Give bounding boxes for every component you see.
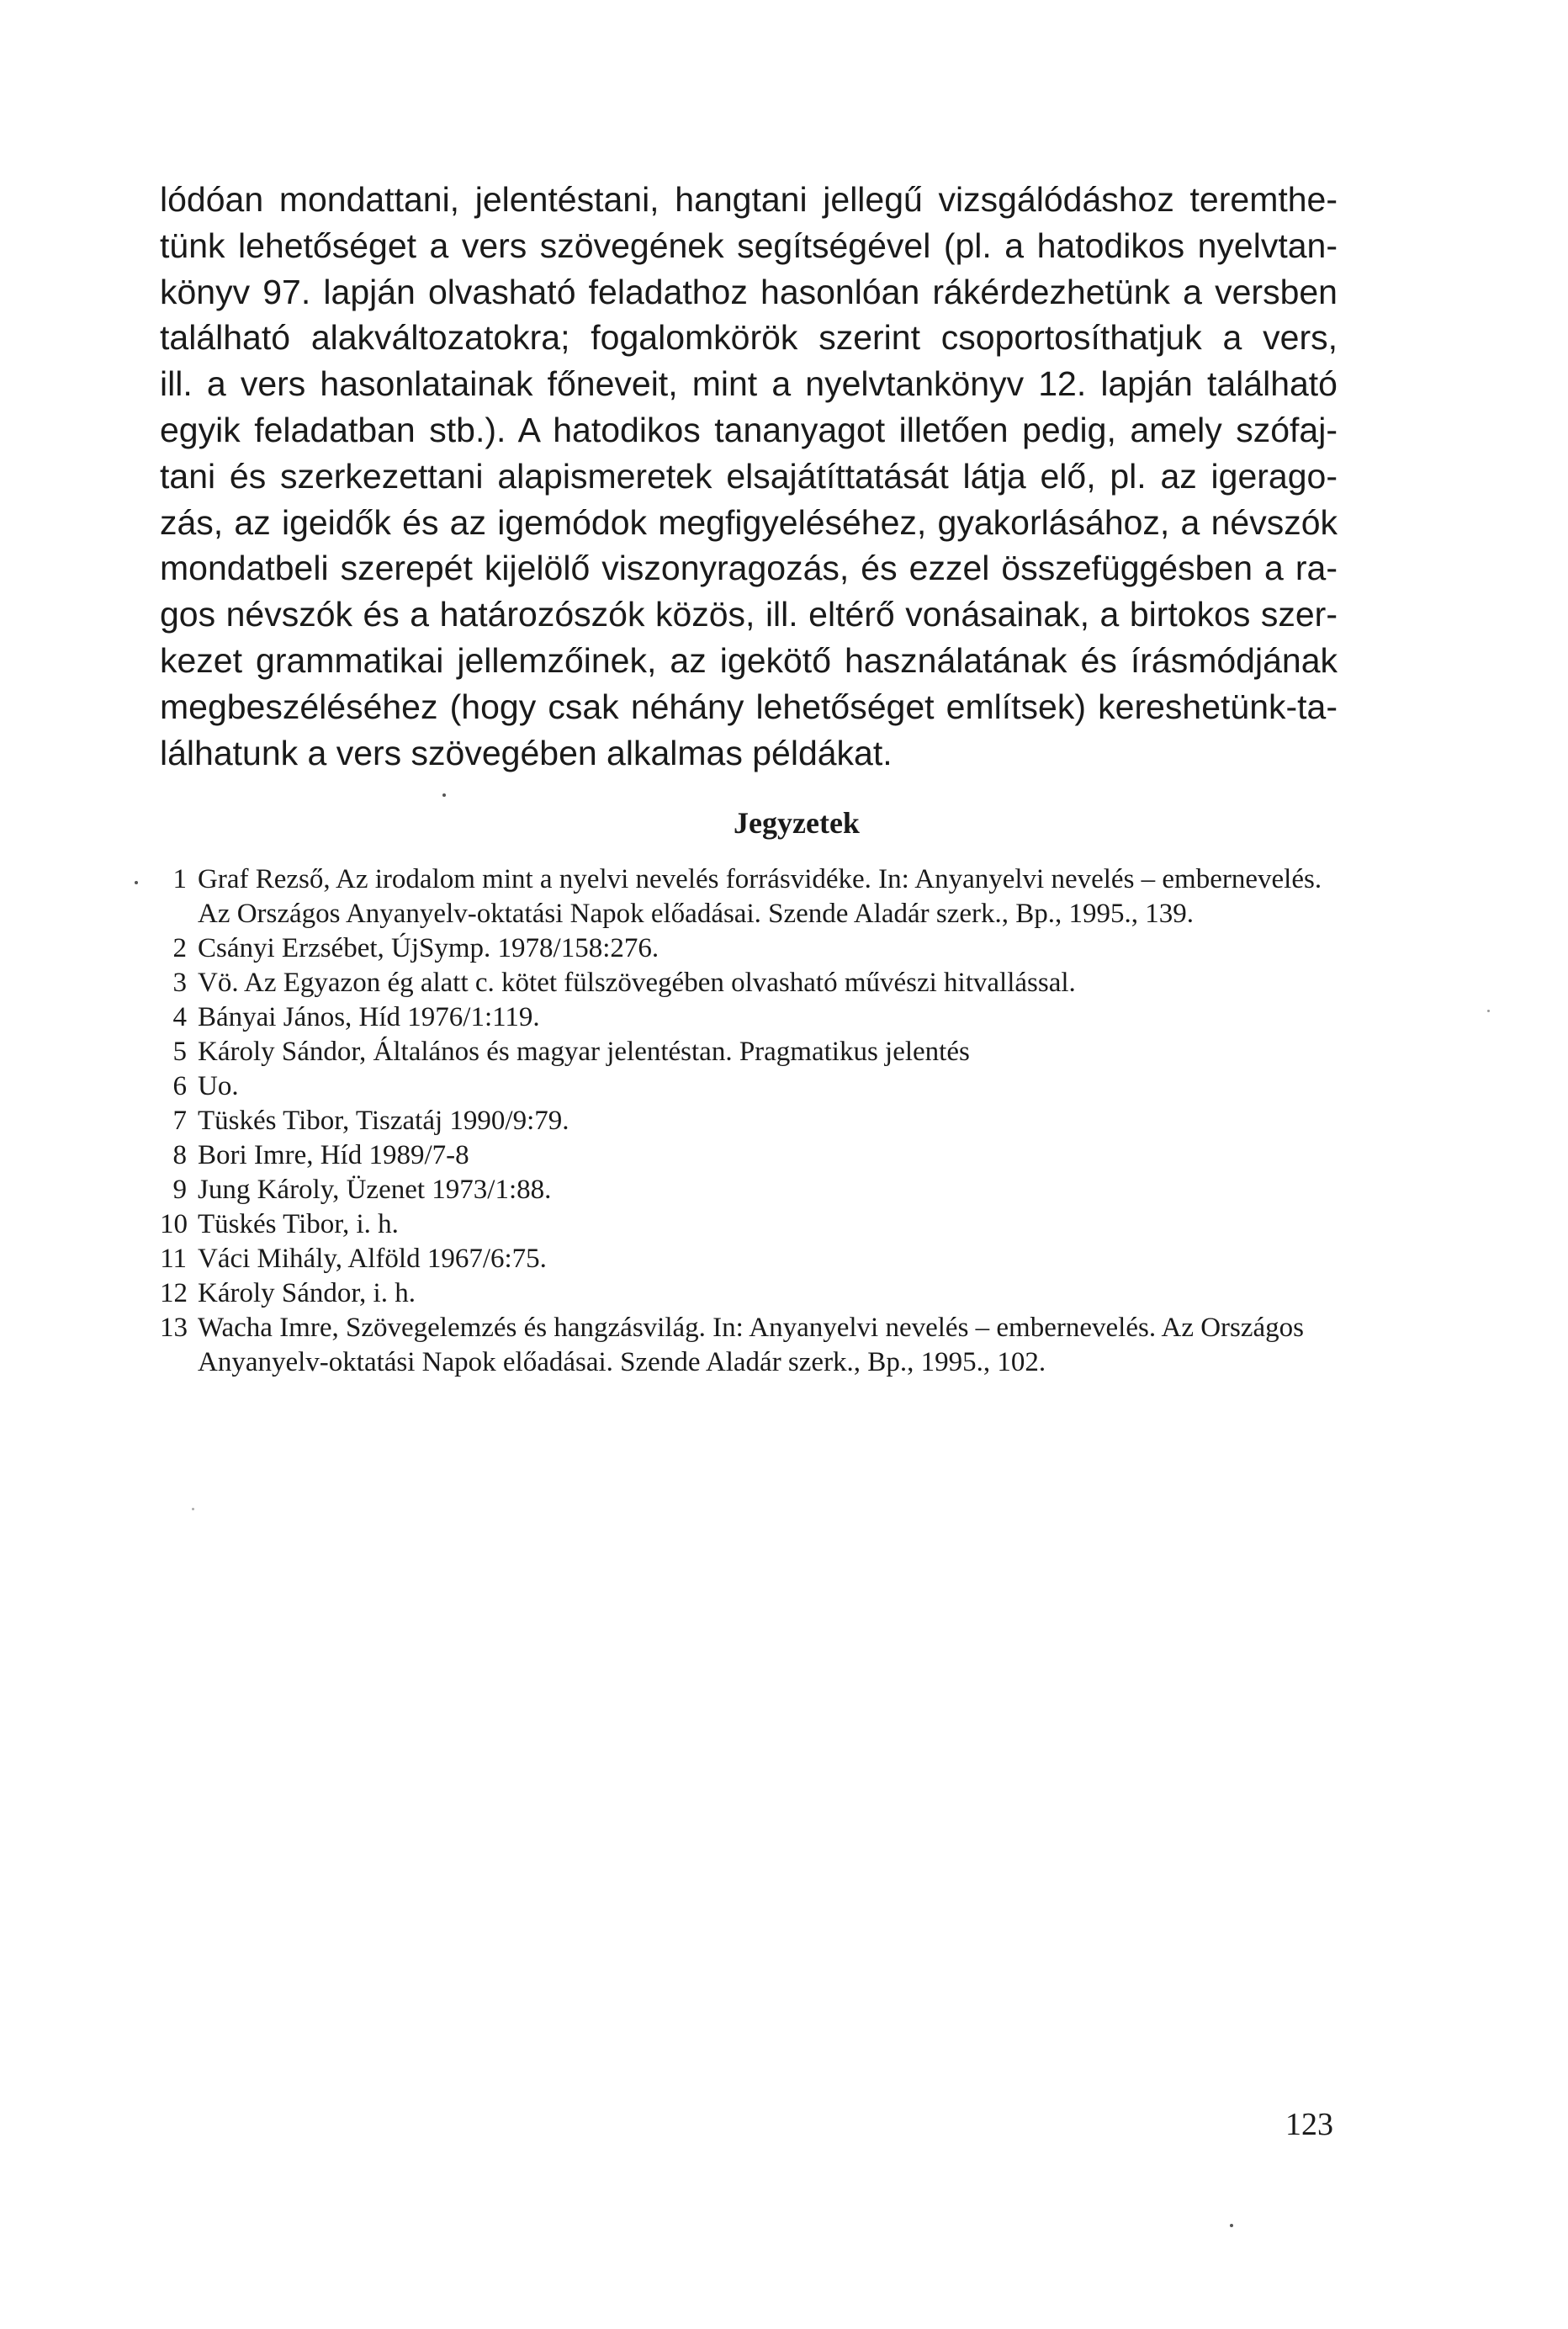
body-line: található alakváltozatokra; fogalomkörök szerint csoportosíthatjuk a vers, xyxy=(160,318,1338,358)
notes-list xyxy=(160,862,1346,1380)
scan-speck xyxy=(1487,1010,1490,1012)
note-item xyxy=(160,1276,1346,1311)
body-paragraph xyxy=(160,177,1338,776)
note-text: Bori Imre, Híd 1989/7-8 xyxy=(198,1140,469,1170)
note-text: Károly Sándor, Általános és magyar jelentéstan. Pragmatikus jelentés xyxy=(198,1037,970,1067)
note-item xyxy=(160,1207,1346,1242)
body-line: mondatbeli szerepét kijelölő viszonyragozás, és ezzel összefüggésben a ra- xyxy=(160,549,1338,588)
note-text: Tüskés Tibor, Tiszatáj 1990/9:79. xyxy=(198,1106,569,1136)
note-text: Bányai János, Híd 1976/1:119. xyxy=(198,1002,540,1032)
note-text: Vö. Az Egyazon ég alatt c. kötet fülszövegében olvasható művészi hitvallással. xyxy=(198,968,1076,998)
note-item xyxy=(160,862,1346,931)
note-item xyxy=(160,931,1346,966)
scan-speck xyxy=(192,1508,194,1510)
note-number: 8 xyxy=(172,1140,187,1170)
note-number: 6 xyxy=(172,1071,187,1101)
note-number: 10 xyxy=(160,1209,188,1239)
note-item xyxy=(160,1138,1346,1173)
note-number: 2 xyxy=(172,933,187,963)
note-item xyxy=(160,966,1346,1000)
body-line: tani és szerkezettani alapismeretek elsajátíttatását látja elő, pl. az igerago- xyxy=(160,456,1338,496)
note-number: 5 xyxy=(172,1037,187,1067)
note-text: Tüskés Tibor, i. h. xyxy=(198,1209,399,1239)
scan-speck xyxy=(1230,2224,1233,2227)
body-line: kezet grammatikai jellemzőinek, az igekötő használatának és írásmódjának xyxy=(160,640,1338,680)
note-number: 3 xyxy=(172,968,187,998)
note-number: 11 xyxy=(160,1244,187,1274)
note-text: Wacha Imre, Szövegelemzés és hangzásvilág. In: Anyanyelvi nevelés – embernevelés. Az Országos Anyanyelv-oktatási Napok előadásai. Szende Aladár szerk., Bp., 1995., 102. xyxy=(198,1313,1305,1377)
note-item xyxy=(160,1311,1346,1380)
body-line: megbeszéléséhez (hogy csak néhány lehetőséget említsek) kereshetünk-ta- xyxy=(160,687,1338,726)
note-item xyxy=(160,1173,1346,1207)
note-item xyxy=(160,1242,1346,1276)
note-item xyxy=(160,1104,1346,1138)
note-text: Váci Mihály, Alföld 1967/6:75. xyxy=(198,1244,547,1274)
note-text: Graf Rezső, Az irodalom mint a nyelvi nevelés forrásvidéke. In: Anyanyelvi nevelés – embernevelés. Az Országos Anyanyelv-oktatási Napok előadásai. Szende Aladár szerk., Bp., 1995., 139. xyxy=(198,864,1322,929)
note-item xyxy=(160,1069,1346,1104)
note-item xyxy=(160,1035,1346,1069)
scan-speck xyxy=(135,881,138,884)
note-number: 1 xyxy=(172,864,187,894)
body-line: lódóan mondattani, jelentéstani, hangtani jellegű vizsgálódáshoz teremthe- xyxy=(160,180,1338,219)
note-number: 13 xyxy=(160,1313,188,1343)
page-number: 123 xyxy=(1285,2107,1333,2142)
body-line: ill. a vers hasonlatainak főneveit, mint a nyelvtankönyv 12. lapján található xyxy=(160,364,1338,404)
scan-speck xyxy=(442,793,446,797)
body-line: tünk lehetőséget a vers szövegének segítségével (pl. a hatodikos nyelvtan- xyxy=(160,225,1338,265)
note-text: Csányi Erzsébet, ÚjSymp. 1978/158:276. xyxy=(198,933,660,963)
note-number: 9 xyxy=(172,1175,187,1205)
note-text: Uo. xyxy=(198,1071,239,1101)
body-line: zás, az igeidők és az igemódok megfigyeléséhez, gyakorlásához, a névszók xyxy=(160,502,1338,542)
body-line: egyik feladatban stb.). A hatodikos tananyagot illetően pedig, amely szófaj- xyxy=(160,410,1338,449)
note-text: Károly Sándor, i. h. xyxy=(198,1278,416,1308)
body-line: gos névszók és a határozószók közös, ill. eltérő vonásainak, a birtokos szer- xyxy=(160,595,1338,634)
note-number: 7 xyxy=(172,1106,187,1136)
notes-heading: Jegyzetek xyxy=(734,806,860,840)
note-number: 4 xyxy=(172,1002,187,1032)
note-number: 12 xyxy=(160,1278,188,1308)
note-item xyxy=(160,1000,1346,1035)
body-line: könyv 97. lapján olvasható feladathoz hasonlóan rákérdezhetünk a versben xyxy=(160,272,1338,311)
body-line: lálhatunk a vers szövegében alkalmas példákat. xyxy=(160,733,893,772)
note-text: Jung Károly, Üzenet 1973/1:88. xyxy=(198,1175,552,1205)
